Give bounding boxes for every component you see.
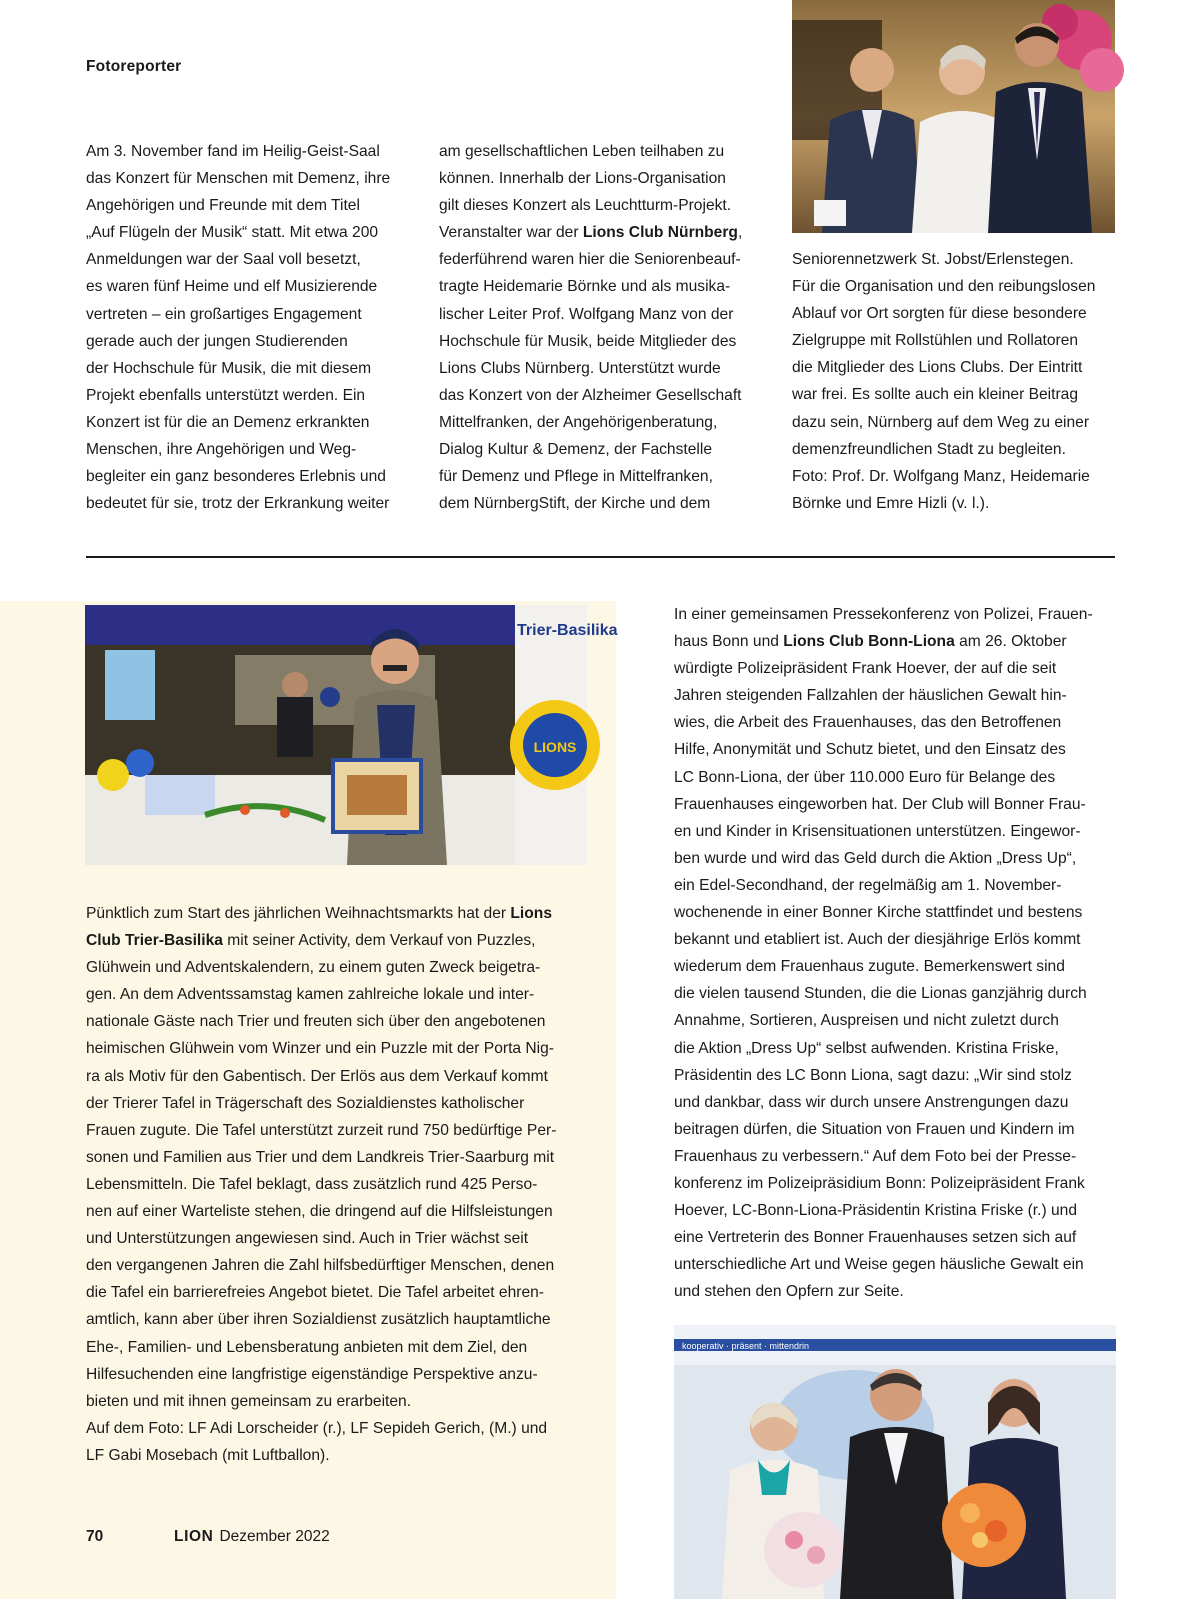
text-line: können. Innerhalb der Lions-Organisation bbox=[439, 170, 726, 188]
magazine-name: LION bbox=[174, 1528, 214, 1545]
issue-date: Dezember 2022 bbox=[219, 1528, 330, 1545]
text-line: Seniorennetzwerk St. Jobst/Erlenstegen. bbox=[792, 251, 1074, 268]
text-line: und dankbar, dass wir durch unsere Anstrengungen dazu bbox=[674, 1093, 1069, 1111]
text-line: Ehe-, Familien- und Lebensberatung anbieten mit dem Ziel, den bbox=[86, 1338, 528, 1356]
article1-column3 bbox=[792, 246, 1122, 517]
text-line: bedeutet für sie, trotz der Erkrankung weiter bbox=[86, 495, 390, 513]
text-line: vertreten – ein großartiges Engagement bbox=[86, 305, 362, 323]
text-line: konferenz im Polizeipräsidium Bonn: Polizeipräsident Frank bbox=[674, 1174, 1085, 1192]
club-name: Lions bbox=[510, 905, 552, 922]
magazine-issue bbox=[174, 1528, 330, 1546]
text-line: Am 3. November fand im Heilig-Geist-Saal bbox=[86, 143, 380, 160]
text-line: sonen und Familien aus Trier und dem Landkreis Trier-Saarburg mit bbox=[86, 1148, 555, 1166]
photo-trier-booth bbox=[85, 605, 618, 865]
text-line: gen. An dem Adventssamstag kamen zahlreiche lokale und inter- bbox=[86, 986, 535, 1004]
text-line: die Tafel ein barrierefreies Angebot bietet. Die Tafel arbeitet ehren- bbox=[86, 1284, 544, 1302]
page-number: 70 bbox=[86, 1528, 104, 1545]
text-line: Frauenhauses eingeworben hat. Der Club will Bonner Frau- bbox=[674, 795, 1086, 813]
club-name: Club Trier-Basilika bbox=[86, 932, 223, 950]
text-line: nen auf einer Warteliste stehen, die dringend auf die Hilfsleistungen bbox=[86, 1203, 553, 1221]
text-line: war frei. Es sollte auch ein kleiner Beitrag bbox=[792, 386, 1079, 404]
article1-column2 bbox=[439, 138, 779, 517]
text-line: und Unterstützungen angewiesen sind. Auch in Trier wächst seit bbox=[86, 1230, 529, 1248]
text-line: gerade auch der jungen Studierenden bbox=[86, 332, 348, 350]
text-line: Menschen, ihre Angehörigen und Weg- bbox=[86, 441, 357, 459]
text-line: Hilfe, Anonymität und Schutz bietet, und den Einsatz des bbox=[674, 741, 1066, 759]
text-line: Club Trier-Basilika mit seiner Activity, dem Verkauf von Puzzles, bbox=[86, 932, 536, 950]
page-footer bbox=[86, 1528, 330, 1546]
text-line: Hoever, LC-Bonn-Liona-Präsidentin Kristina Friske (r.) und bbox=[674, 1202, 1078, 1220]
text-line: Lebensmitteln. Die Tafel beklagt, dass zusätzlich rund 425 Perso- bbox=[86, 1175, 538, 1193]
text-line: tragte Heidemarie Börnke und als musika- bbox=[439, 278, 731, 296]
text-line: „Auf Flügeln der Musik“ statt. Mit etwa 200 bbox=[86, 224, 379, 242]
text-line: der Trierer Tafel in Trägerschaft des Sozialdienstes katholischer bbox=[86, 1094, 525, 1112]
text-line: Glühwein und Adventskalendern, zu einem guten Zweck beigetra- bbox=[86, 959, 541, 977]
text-line: Foto: Prof. Dr. Wolfgang Manz, Heidemarie bbox=[792, 467, 1090, 485]
lions-logo-text: LIONS bbox=[533, 739, 577, 755]
text-line: beitragen dürfen, die Situation von Frauen und Kindern im bbox=[674, 1120, 1075, 1138]
text-line: haus Bonn und Lions Club Bonn-Liona am 26. Oktober bbox=[674, 633, 1067, 651]
text-line: Frauen zugute. Die Tafel unterstützt zurzeit rund 750 bedürftige Per- bbox=[86, 1121, 557, 1139]
photo-trier-image bbox=[85, 605, 618, 865]
text-line: Börnke und Emre Hizli (v. l.). bbox=[792, 494, 990, 512]
text-line: ein Edel-Secondhand, der regelmäßig am 1. November- bbox=[674, 876, 1062, 894]
text-line: der Hochschule für Musik, die mit diesem bbox=[86, 359, 372, 377]
text-line: federführend waren hier die Seniorenbeauf- bbox=[439, 251, 741, 269]
text-line: das Konzert von der Alzheimer Gesellschaft bbox=[439, 386, 742, 404]
text-line: bekannt und etabliert ist. Auch der diesjährige Erlös kommt bbox=[674, 931, 1081, 949]
text-line: en und Kinder in Krisensituationen unterstützen. Eingewor- bbox=[674, 822, 1081, 840]
text-line: amtlich, kann aber über ihren Sozialdienst zusätzlich hauptamtliche bbox=[86, 1311, 551, 1329]
article1-column1 bbox=[86, 138, 426, 517]
photo-nuernberg-concert bbox=[792, 0, 1115, 233]
wall-text: kooperativ · präsent · mittendrin bbox=[682, 1341, 810, 1351]
text-line: Angehörigen und Freunde mit dem Titel bbox=[86, 197, 360, 215]
text-line: lischer Leiter Prof. Wolfgang Manz von der bbox=[439, 305, 734, 323]
section-label: Fotoreporter bbox=[86, 58, 182, 75]
article2-text bbox=[86, 900, 606, 1469]
banner-text: Trier-Basilika bbox=[517, 622, 618, 639]
text-line: das Konzert für Menschen mit Demenz, ihre bbox=[86, 170, 391, 188]
text-line: die Aktion „Dress Up“ selbst aufwenden. Kristina Friske, bbox=[674, 1039, 1059, 1057]
text-line: demenzfreundlichen Stadt zu begleiten. bbox=[792, 440, 1066, 458]
text-line: dazu sein, Nürnberg auf dem Weg zu einer bbox=[792, 413, 1090, 431]
text-line: Frauenhaus zu verbessern.“ Auf dem Foto bei der Presse- bbox=[674, 1147, 1077, 1165]
text-line: Hilfesuchenden eine langfristige eigenständige Perspektive anzu- bbox=[86, 1365, 538, 1383]
text-line: für Demenz und Pflege in Mittelfranken, bbox=[439, 468, 713, 486]
text-line: gilt dieses Konzert als Leuchtturm-Projekt. bbox=[439, 197, 732, 215]
text-line: Jahren steigenden Fallzahlen der häuslichen Gewalt hin- bbox=[674, 687, 1067, 705]
club-name: Lions Club Nürnberg bbox=[582, 224, 738, 242]
text-line: wies, die Arbeit des Frauenhauses, das den Betroffenen bbox=[674, 714, 1062, 732]
text-line: und stehen den Opfern zur Seite. bbox=[674, 1283, 904, 1301]
text-line: unterschiedliche Art und Weise gegen häusliche Gewalt ein bbox=[674, 1256, 1084, 1274]
text-line: Annahme, Sortieren, Auspreisen und nicht zuletzt durch bbox=[674, 1012, 1059, 1030]
text-line: würdigte Polizeipräsident Frank Hoever, der auf die seit bbox=[674, 660, 1057, 678]
text-line: LF Gabi Mosebach (mit Luftballon). bbox=[86, 1446, 330, 1464]
text-line: eine Vertreterin des Bonner Frauenhauses setzen sich auf bbox=[674, 1229, 1077, 1247]
text-line: es waren fünf Heime und elf Musizierende bbox=[86, 278, 378, 296]
club-name: Lions Club Bonn-Liona bbox=[783, 633, 955, 651]
text-line: am gesellschaftlichen Leben teilhaben zu bbox=[439, 143, 725, 160]
text-line: wiederum dem Frauenhaus zugute. Bemerkenswert sind bbox=[674, 958, 1065, 976]
text-line: Pünktlich zum Start des jährlichen Weihnachtsmarkts hat der Lions bbox=[86, 905, 552, 922]
photo-nuernberg-image bbox=[792, 0, 1115, 233]
text-line: Konzert ist für die an Demenz erkrankten bbox=[86, 413, 370, 431]
text-line: LC Bonn-Liona, der über 110.000 Euro für Belange des bbox=[674, 768, 1056, 786]
text-line: die Mitglieder des Lions Clubs. Der Eintritt bbox=[792, 359, 1083, 377]
text-line: Lions Clubs Nürnberg. Unterstützt wurde bbox=[439, 359, 721, 377]
article3-text bbox=[674, 601, 1124, 1305]
text-line: Zielgruppe mit Rollstühlen und Rollatoren bbox=[792, 332, 1079, 350]
text-line: begleiter ein ganz besonderes Erlebnis und bbox=[86, 468, 386, 486]
text-line: Präsidentin des LC Bonn Liona, sagt dazu: „Wir sind stolz bbox=[674, 1066, 1072, 1084]
text-line: ben wurde und wird das Geld durch die Aktion „Dress Up“, bbox=[674, 849, 1077, 867]
text-line: Projekt ebenfalls unterstützt werden. Ein bbox=[86, 386, 366, 404]
text-line: nationale Gäste nach Trier und freuten sich über den angebotenen bbox=[86, 1013, 546, 1031]
text-line: Ablauf vor Ort sorgten für diese besondere bbox=[792, 305, 1087, 323]
text-line: ra als Motiv für den Gabentisch. Der Erlös aus dem Verkauf kommt bbox=[86, 1067, 548, 1085]
text-line: Auf dem Foto: LF Adi Lorscheider (r.), LF Sepideh Gerich, (M.) und bbox=[86, 1419, 548, 1437]
text-line: dem NürnbergStift, der Kirche und dem bbox=[439, 495, 711, 513]
text-line: die vielen tausend Stunden, die die Lionas ganzjährig durch bbox=[674, 985, 1087, 1003]
text-line: Veranstalter war der Lions Club Nürnberg, bbox=[439, 224, 743, 242]
text-line: Dialog Kultur & Demenz, der Fachstelle bbox=[439, 441, 713, 459]
text-line: Anmeldungen war der Saal voll besetzt, bbox=[86, 251, 361, 269]
text-line: den vergangenen Jahren die Zahl hilfsbedürftiger Menschen, denen bbox=[86, 1257, 555, 1275]
text-line: Hochschule für Musik, beide Mitglieder des bbox=[439, 332, 737, 350]
text-line: wochenende in einer Bonner Kirche stattfindet und bestens bbox=[674, 904, 1083, 922]
photo-bonn-press-conference bbox=[674, 1325, 1116, 1599]
photo-bonn-image bbox=[674, 1325, 1116, 1599]
text-line: Für die Organisation und den reibungslosen bbox=[792, 278, 1096, 296]
text-line: heimischen Glühwein vom Winzer und ein Puzzle mit der Porta Nig- bbox=[86, 1040, 555, 1058]
text-line: bieten und mit ihnen gemeinsam zu erarbeiten. bbox=[86, 1392, 412, 1410]
text-line: In einer gemeinsamen Pressekonferenz von Polizei, Frauen- bbox=[674, 606, 1093, 623]
text-line: Mittelfranken, der Angehörigenberatung, bbox=[439, 413, 718, 431]
section-divider bbox=[86, 556, 1115, 558]
